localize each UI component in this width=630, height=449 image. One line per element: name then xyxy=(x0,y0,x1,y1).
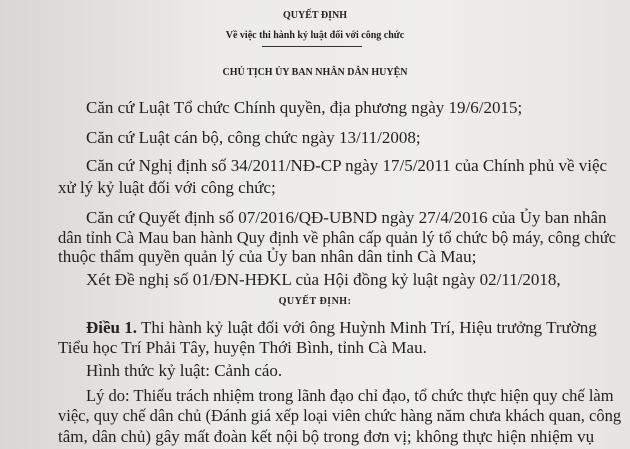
title-underline xyxy=(262,46,362,47)
article-1-line-1 xyxy=(86,318,597,338)
reason-line-1: Lý do: Thiếu trách nhiệm trong lãnh đạo chỉ đạo, tổ chức thực hiện quy chế làm xyxy=(86,386,614,405)
penalty-line: Hình thức kỷ luật: Cảnh cáo. xyxy=(86,361,283,380)
issuer-heading: CHỦ TỊCH ỦY BAN NHÂN DÂN HUYỆN xyxy=(222,67,408,78)
reason-line-3: tâm, dân chủ) gây mất đoàn kết nội bộ trong đơn vị; không thực hiện nhiệm vụ xyxy=(58,427,595,446)
decision-heading: QUYẾT ĐỊNH: xyxy=(278,296,352,307)
basis-line-1: Căn cứ Luật Tổ chức Chính quyền, địa phương ngày 19/6/2015; xyxy=(86,98,523,117)
article-1-label: Điều 1. xyxy=(86,318,137,337)
article-1-text: Thi hành kỷ luật đối với ông Huỳnh Minh Trí, Hiệu trưởng Trường xyxy=(137,318,597,337)
article-1-line-2: Tiểu học Trí Phải Tây, huyện Thới Bình, tỉnh Cà Mau. xyxy=(58,338,427,357)
basis-line-3a: Căn cứ Nghị định số 34/2011/NĐ-CP ngày 17/5/2011 của Chính phủ về việc xyxy=(86,156,608,175)
basis-line-4a: Căn cứ Quyết định số 07/2016/QĐ-UBND ngày 27/4/2016 của Ủy ban nhân xyxy=(86,208,607,227)
basis-line-3b: xử lý kỷ luật đối với công chức; xyxy=(58,178,276,197)
reason-line-2: việc, quy chế dân chủ (Đánh giá xếp loại viên chức hàng năm chưa khách quan, công xyxy=(58,406,622,425)
basis-line-2: Căn cứ Luật cán bộ, công chức ngày 13/11/2008; xyxy=(86,128,421,147)
document-title: QUYẾT ĐỊNH xyxy=(283,10,347,21)
basis-line-4b: dân tỉnh Cà Mau ban hành Quy định về phân cấp quản lý tổ chức bộ máy, công chức xyxy=(58,228,616,247)
proposal-line: Xét Đề nghị số 01/ĐN-HĐKL của Hội đồng kỷ luật ngày 02/11/2018, xyxy=(86,270,561,289)
basis-line-4c: thuộc thẩm quyền quản lý của Ủy ban nhân dân tỉnh Cà Mau; xyxy=(58,247,477,266)
document-subtitle: Về việc thi hành kỷ luật đối với công chức xyxy=(225,30,405,41)
